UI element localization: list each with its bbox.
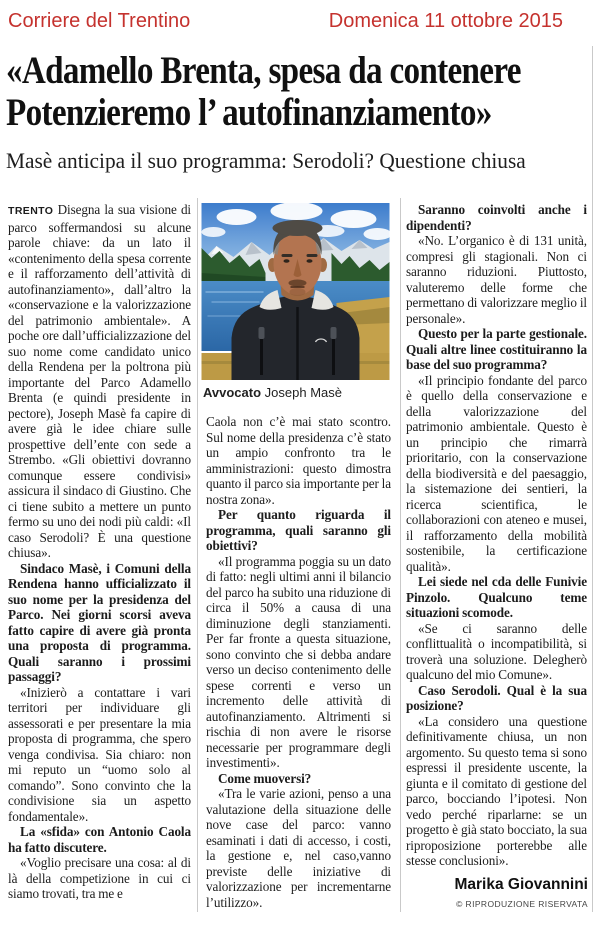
body-paragraph: Caola non c’è mai stato scontro. Sul nome della presidenza c’è stato un ampio confronto tra le amministrazioni: questo dimostra quanto il parco sia importante per la nostra zona». — [206, 414, 391, 507]
question-paragraph: Per quanto riguarda il programma, quali saranno gli obiettivi? — [206, 507, 391, 553]
question-paragraph: Sindaco Masè, i Comuni della Rendena hanno ufficializzato il suo nome per la presidenza del Parco. Nei giorni scorsi aveva fatto capire di avere già pronta una proposta di programma. Quali saranno i prossimi passaggi? — [8, 560, 191, 684]
photo-caption — [203, 385, 390, 400]
photo-caption-name: Joseph Masè — [264, 385, 342, 400]
body-paragraph: «Se ci saranno delle conflittualità o incompatibilità, si troverà una soluzione. Delegherò qualcuno del mio Comune». — [406, 620, 587, 682]
body-paragraph: «Il principio fondante del parco è quello della conservazione e della valorizzazione del patrimonio ambientale. Questo è un principio che rimarrà prioritario, con la conservazione della biodiversità e del paesaggio, la sistemazione dei sentieri, la ricerca scientifica, le collaborazioni con ateneo e musei, il rafforzamento della mobilità sostenibile, la certificazione qualità». — [406, 372, 587, 574]
question-paragraph: Questo per la parte gestionale. Quali altre linee costituiranno la base del suo programma? — [406, 326, 587, 372]
headline — [6, 50, 600, 134]
body-paragraph: «No. L’organico è di 131 unità, compresi gli stagionali. Non ci saranno riduzioni. Piuttosto, valuteremo delle forme che permettano di valorizzare meglio il personale». — [406, 233, 587, 326]
column-divider-1 — [197, 198, 198, 912]
body-paragraph: «Inizierò a contattare i vari territori per individuare gli assessorati e per presentare la mia proposta di programma, che spero venga condivisa. Sia chiaro: non mi reputo un “uomo solo al comando”. Sono convinto che la condivisione sia un aspetto fondamentale». — [8, 684, 191, 824]
article-photo — [201, 203, 390, 380]
masthead-date: Domenica 11 ottobre 2015 — [328, 10, 563, 32]
body-paragraph: TRENTO Disegna la sua visione di parco soffermandosi su alcune parole chiave: da un lato il «contenimento della spesa corrente e il rafforzamento dell’attività di autofinanziamento», dall’altro la «conservazione e la valorizzazione del patrimonio ambientale». A poche ore dall’ufficializzazione del suo nome come candidato unico della Rendena per la poltrona più importante del Parco Adamello Brenta (e quindi presidente in pectore), Joseph Masè fa capire di avere già le idee chiare sulle prospettive dell’ente con sede a Strembo. «Gli obiettivi dovranno comunque essere condivisi» assicura il sindaco di Giustino. Che ci tiene subito a mettere un punto fermo su uno dei nodi più caldi: «Il caso Serodoli? È una questione chiusa». — [8, 202, 191, 560]
copyright-notice: © RIPRODUZIONE RISERVATA — [456, 899, 588, 909]
question-paragraph: La «sfida» con Antonio Caola ha fatto discutere. — [8, 824, 191, 855]
question-paragraph: Caso Serodoli. Qual è la sua posizione? — [406, 682, 587, 713]
headline-line-2: Potenzieremo l’ autofinanziamento» — [6, 91, 492, 134]
body-paragraph: «Voglio precisare una cosa: al di là della competizione in cui ci siamo trovati, tra me e — [8, 855, 191, 901]
dateline-kicker: TRENTO — [8, 205, 54, 217]
article-column-3 — [406, 202, 587, 876]
body-paragraph: «Il programma poggia su un dato di fatto: negli ultimi anni il bilancio del parco ha subito una riduzione di circa il 50% a causa di una diminuzione degli stanziamenti. Per far fronte a questa situazione, sono convinto che si debba andare verso un deciso contenimento delle spese correnti e verso un incremento delle attività di autofinanziamento. Altrimenti si rischia di non avere le risorse necessarie per programmare degli investimenti». — [206, 553, 391, 770]
question-paragraph: Lei siede nel cda delle Funivie Pinzolo. Qualcuno teme situazioni scomode. — [406, 574, 587, 620]
subhead: Masè anticipa il suo programma: Serodoli? Questione chiusa — [6, 148, 526, 173]
page-right-border — [592, 46, 593, 912]
photo-caption-label: Avvocato — [203, 385, 262, 400]
article-column-1 — [8, 202, 191, 912]
byline: Marika Giovannini — [454, 876, 588, 893]
headline-line-1: «Adamello Brenta, spesa da contenere — [6, 49, 521, 92]
question-paragraph: Come muoversi? — [218, 770, 312, 786]
article-column-2 — [206, 414, 391, 912]
body-paragraph: «La considero una questione definitivamente chiusa, un non argomento. Su questo tema si sono espressi il presidente uscente, la giunta e il comitato di gestione del parco, bocciando l’ipotesi. Non vedo perché riparlarne: se un progetto è già stato bocciato, la sua riproposizione porterebbe alle stesse conclusioni». — [406, 713, 587, 868]
masthead-title: Corriere del Trentino — [8, 10, 191, 32]
column-divider-2 — [400, 198, 401, 912]
question-paragraph: Saranno coinvolti anche i dipendenti? — [406, 202, 587, 233]
body-paragraph: «Tra le varie azioni, penso a una valutazione della situazione delle nove case del parco: vanno esaminati i dati di accesso, i costi, la gestione e, nel caso,vanno previste delle iniziative di valorizzazione per incrementarne l’utilizzo». — [206, 786, 391, 910]
